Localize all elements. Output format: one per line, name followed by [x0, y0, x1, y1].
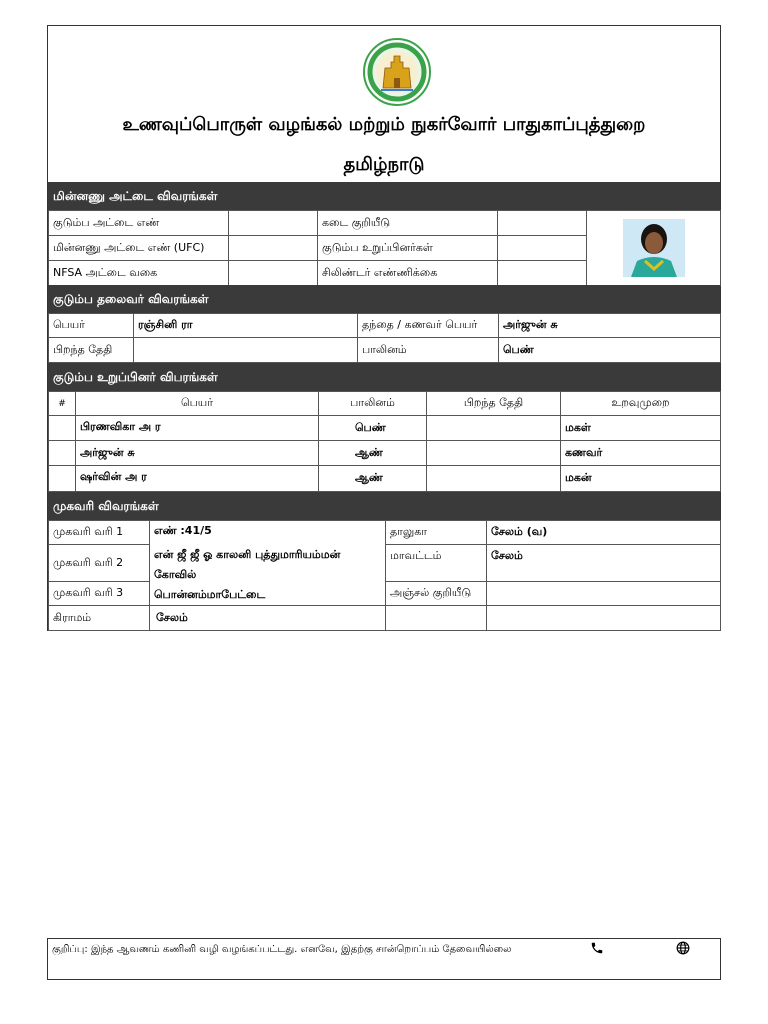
father-husband-value: அர்ஜுன் சு — [499, 314, 721, 338]
card-details-table — [48, 210, 721, 286]
family-head-heading: குடும்ப தலைவர் விவரங்கள் — [48, 285, 720, 313]
column-header-relation: உறவுமுறை — [561, 392, 721, 416]
ration-card-document — [47, 25, 721, 631]
taluk-label: தாலுகா — [386, 521, 487, 545]
globe-icon — [676, 941, 690, 959]
member-number — [49, 441, 76, 466]
column-header-number: # — [49, 392, 76, 416]
village-label: கிராமம் — [49, 606, 150, 631]
address-line1-label: முகவரி வரி 1 — [49, 521, 150, 545]
member-relation: மகன் — [561, 466, 721, 492]
table-row — [49, 521, 721, 545]
district-label: மாவட்டம் — [386, 545, 487, 582]
member-dob — [427, 466, 561, 492]
pincode-label: அஞ்சல் குறியீடு — [386, 582, 487, 606]
shop-code-label: கடை குறியீடு — [318, 211, 498, 236]
address-line3-label: முகவரி வரி 3 — [49, 582, 150, 606]
column-header-gender: பாலினம் — [319, 392, 427, 416]
column-header-dob: பிறந்த தேதி — [427, 392, 561, 416]
footer-note-box — [47, 938, 721, 980]
family-members-heading: குடும்ப உறுப்பினர் விபரங்கள் — [48, 363, 720, 391]
address-line2-label: முகவரி வரி 2 — [49, 545, 150, 582]
ufc-number-label: மின்னணு அட்டை எண் (UFC) — [49, 236, 229, 261]
father-husband-label: தந்தை / கணவர் பெயர் — [358, 314, 499, 338]
cylinder-count-label: சிலிண்டர் எண்ணிக்கை — [318, 261, 498, 286]
member-gender: ஆண் — [319, 441, 427, 466]
phone-icon — [590, 941, 604, 959]
address-line3-value: பொன்னம்மாபேட்டை — [154, 588, 266, 601]
member-name: அர்ஜுன் சு — [76, 441, 319, 466]
family-head-table — [48, 313, 721, 363]
state-title: தமிழ்நாடு — [343, 154, 425, 175]
empty-cell — [487, 606, 721, 631]
address-value-cell — [150, 521, 386, 606]
table-row — [49, 314, 721, 338]
gender-label: பாலினம் — [358, 338, 499, 363]
name-value: ரஞ்சினி ரா — [134, 314, 358, 338]
cylinder-count-value — [498, 261, 587, 286]
member-name: பிரணவிகா அ ர — [76, 416, 319, 441]
table-row — [49, 416, 721, 441]
dob-value — [134, 338, 358, 363]
address-heading: முகவரி விவரங்கள் — [48, 492, 720, 520]
pincode-value — [487, 582, 721, 606]
empty-cell — [386, 606, 487, 631]
address-line1-value: எண் :41/5 — [154, 524, 212, 537]
family-members-table — [48, 391, 721, 492]
shop-code-value — [498, 211, 587, 236]
district-value: சேலம் — [487, 545, 721, 582]
column-header-name: பெயர் — [76, 392, 319, 416]
member-number — [49, 466, 76, 492]
table-row — [49, 441, 721, 466]
ration-card-number-label: குடும்ப அட்டை எண் — [49, 211, 229, 236]
member-dob — [427, 416, 561, 441]
name-label: பெயர் — [49, 314, 134, 338]
address-line2-value-a: என் ஜீ ஜீ ஓ காலனி புத்துமாரியம்மன் — [154, 548, 341, 561]
table-row — [49, 466, 721, 492]
member-dob — [427, 441, 561, 466]
tamil-nadu-emblem — [363, 38, 431, 106]
address-line2-value-b: கோவில் — [154, 568, 197, 581]
nfsa-type-label: NFSA அட்டை வகை — [49, 261, 229, 286]
village-value: சேலம் — [150, 606, 386, 631]
nfsa-type-value — [229, 261, 318, 286]
family-members-label: குடும்ப உறுப்பினர்கள் — [318, 236, 498, 261]
footer-note: குறிப்பு: இந்த ஆவணம் கணினி வழி வழங்கப்பட்டது. எனவே, இதற்கு சான்றொப்பம் தேவையில்லை — [52, 944, 512, 955]
member-relation: மகள் — [561, 416, 721, 441]
photo-cell — [587, 211, 721, 286]
taluk-value: சேலம் (வ) — [487, 521, 721, 545]
member-gender: ஆண் — [319, 466, 427, 492]
member-name: ஷர்வின் அ ர — [76, 466, 319, 492]
member-number — [49, 416, 76, 441]
table-row — [49, 606, 721, 631]
gender-value: பெண் — [499, 338, 721, 363]
department-title: உணவுப்பொருள் வழங்கல் மற்றும் நுகர்வோர் பாதுகாப்புத்துறை — [122, 114, 646, 135]
table-row — [49, 338, 721, 363]
member-photo — [623, 219, 685, 277]
table-row — [49, 211, 721, 236]
dob-label: பிறந்த தேதி — [49, 338, 134, 363]
card-details-heading: மின்னணு அட்டை விவரங்கள் — [48, 182, 720, 210]
ration-card-number-value — [229, 211, 318, 236]
member-gender: பெண் — [319, 416, 427, 441]
family-members-value — [498, 236, 587, 261]
address-table — [48, 520, 721, 631]
ufc-number-value — [229, 236, 318, 261]
table-header-row — [49, 392, 721, 416]
member-relation: கணவர் — [561, 441, 721, 466]
